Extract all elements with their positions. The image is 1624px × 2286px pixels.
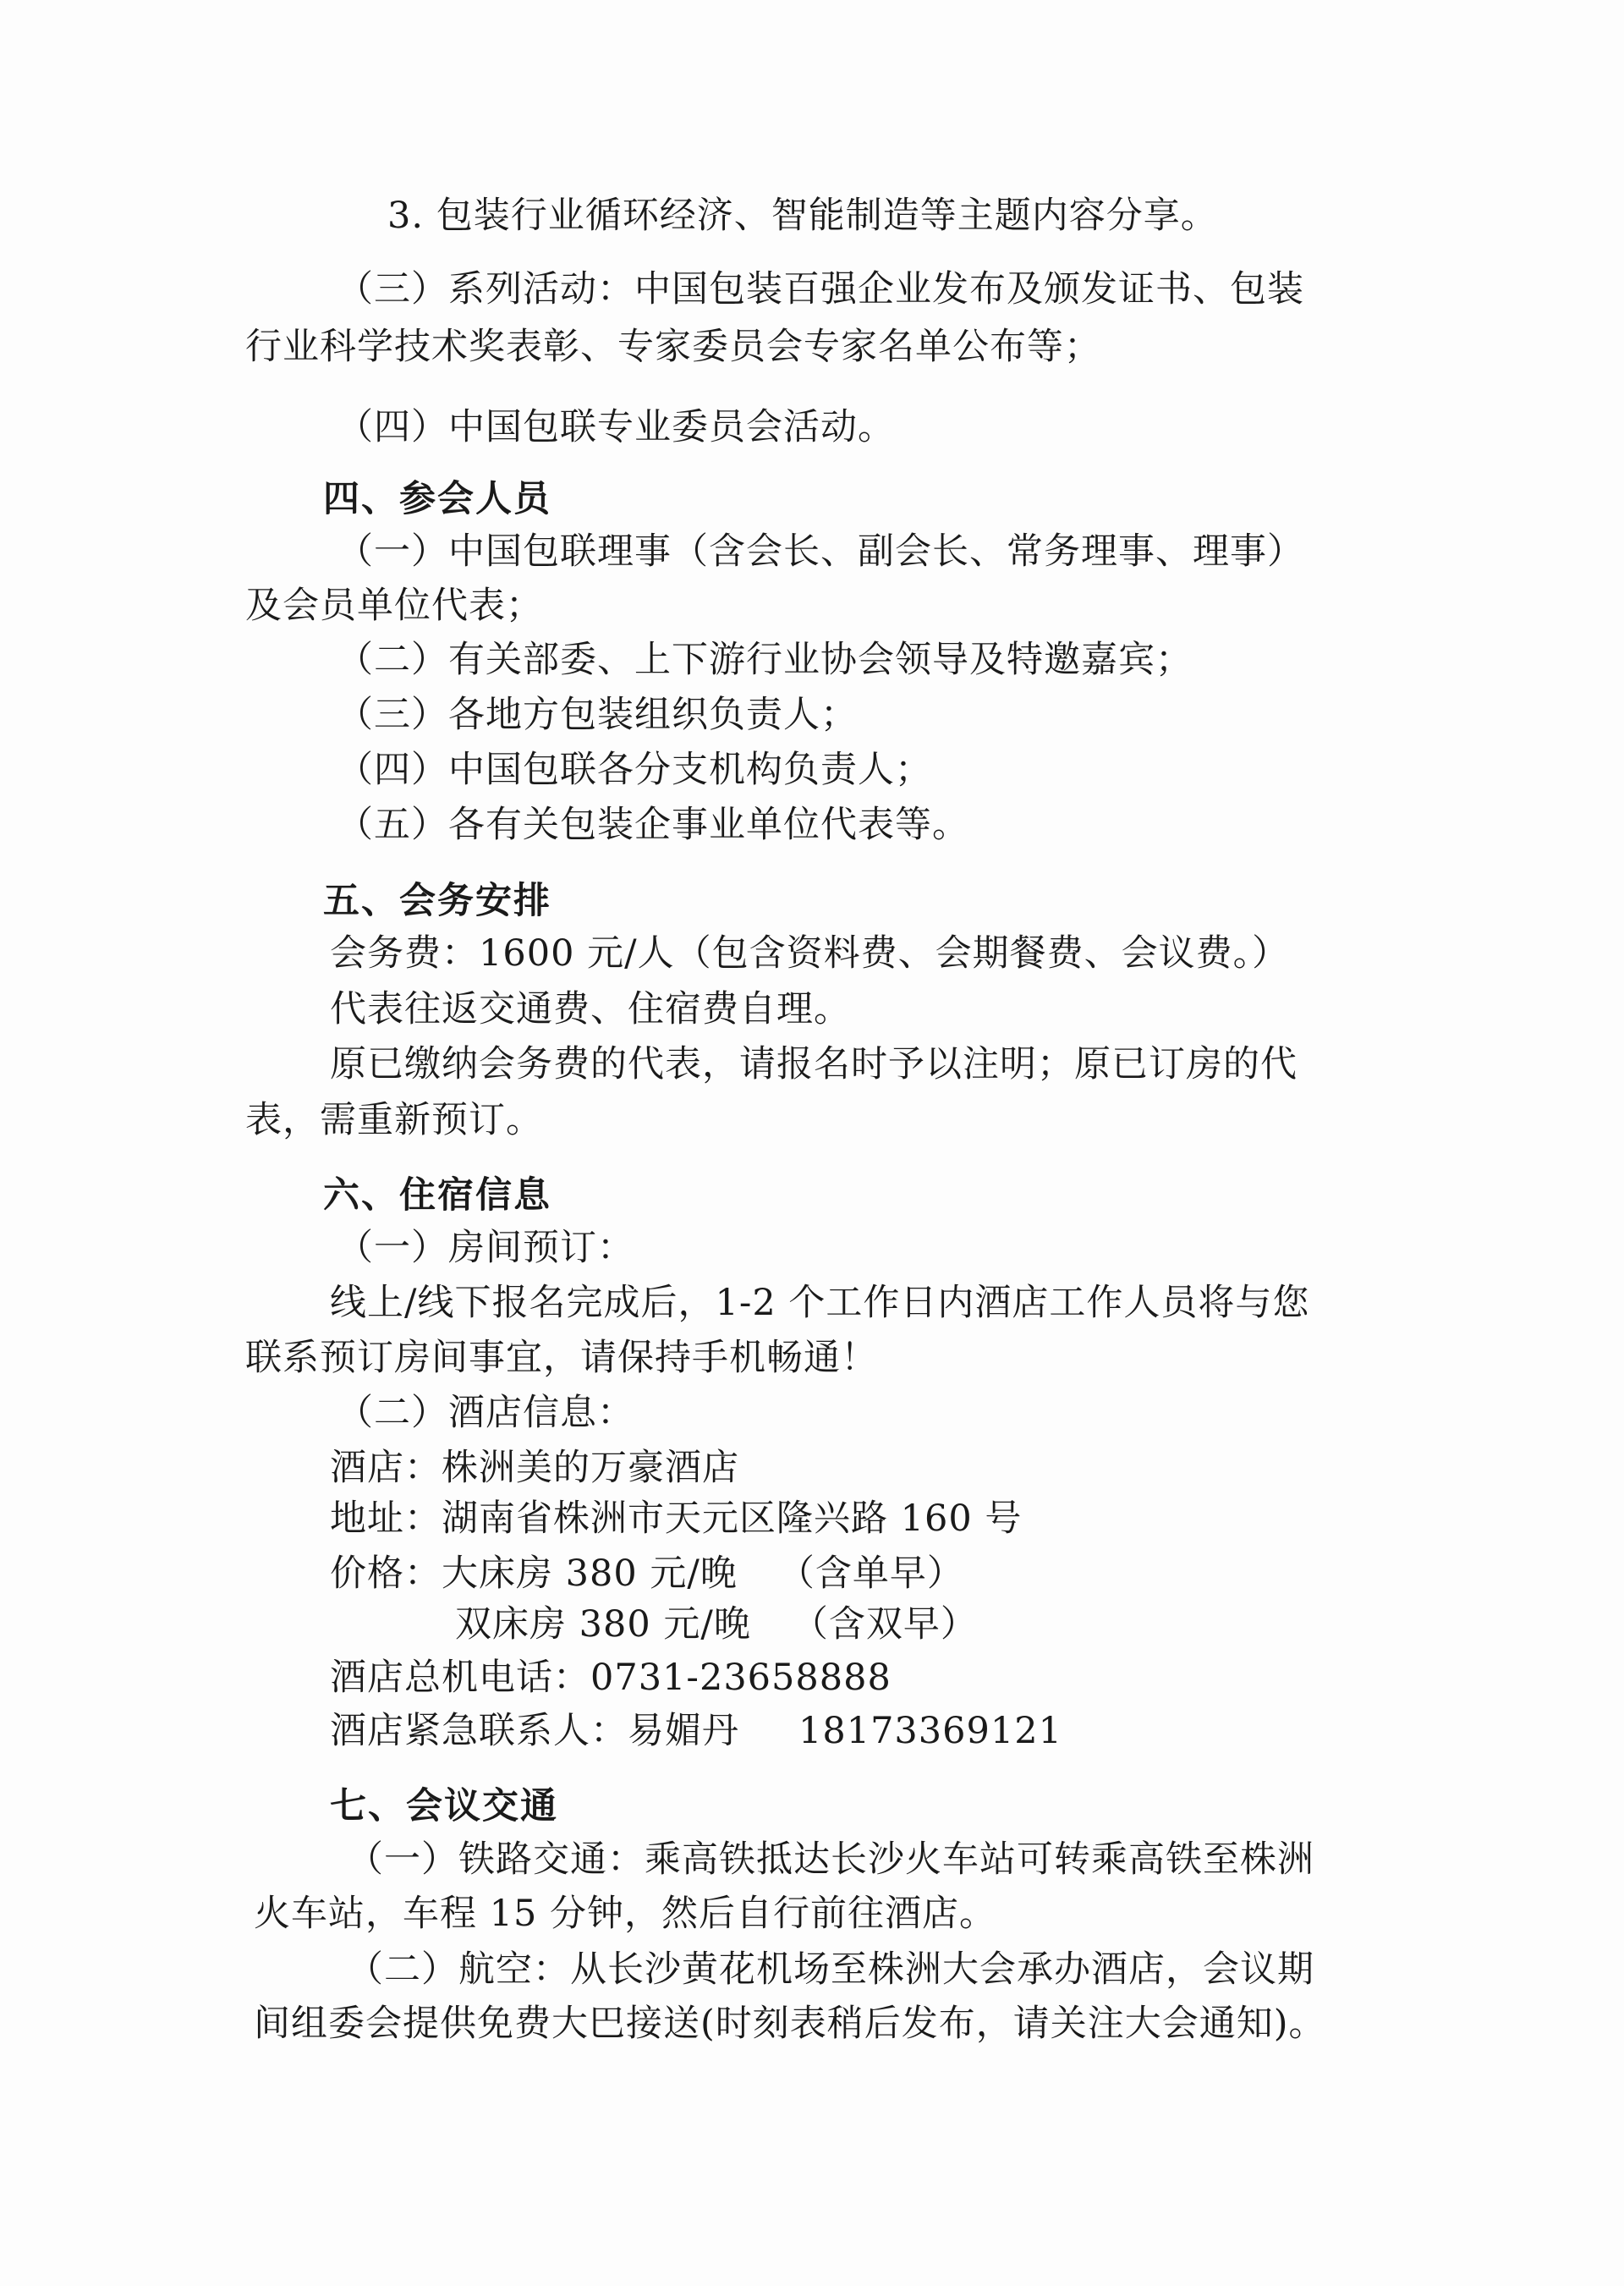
king-room-price: 大床房 380 元/晚 — [442, 1552, 738, 1595]
committee-activities: （四）中国包联专业委员会活动。 — [337, 406, 895, 448]
price-row-2 — [455, 1599, 978, 1650]
hotel-address: 地址：湖南省株洲市天元区隆兴路 160 号 — [330, 1497, 1023, 1540]
attendee-item-4: （四）中国包联各分支机构负责人； — [337, 749, 932, 791]
air-line-2: 间组委会提供免费大巴接送(时刻表稍后发布，请关注大会通知)。 — [254, 2003, 1326, 2045]
activities-line-1: （三）系列活动：中国包装百强企业发布及颁发证书、包装 — [337, 268, 1304, 310]
emergency-contact-phone: 18173369121 — [798, 1710, 1062, 1752]
attendee-item-2: （二）有关部委、上下游行业协会领导及特邀嘉宾； — [337, 639, 1193, 681]
hotel-phone: 酒店总机电话：0731-23658888 — [330, 1657, 892, 1699]
section-4-heading: 四、参会人员 — [323, 478, 551, 520]
travel-expenses: 代表往返交通费、住宿费自理。 — [330, 988, 851, 1030]
emergency-contact — [330, 1706, 1062, 1756]
twin-room-breakfast: （含双早） — [791, 1603, 978, 1646]
section-5-heading: 五、会务安排 — [323, 880, 551, 922]
booking-title: （一）房间预订： — [337, 1227, 634, 1269]
attendee-item-3: （三）各地方包装组织负责人； — [337, 694, 858, 736]
twin-room-price: 双床房 380 元/晚 — [455, 1603, 751, 1646]
topic-item-3: 3. 包装行业循环经济、智能制造等主题内容分享。 — [387, 195, 1218, 237]
emergency-contact-name: 酒店紧急联系人：易媚丹 — [330, 1710, 739, 1752]
prepaid-note-line-2: 表，需重新预订。 — [245, 1099, 543, 1141]
section-6-heading: 六、住宿信息 — [323, 1174, 551, 1217]
price-label: 价格： — [330, 1552, 442, 1595]
attendee-item-1-line-2: 及会员单位代表； — [245, 585, 543, 627]
section-7-heading: 七、会议交通 — [330, 1785, 558, 1827]
prepaid-note-line-1: 原已缴纳会务费的代表，请报名时予以注明；原已订房的代 — [330, 1043, 1298, 1085]
air-line-1: （二）航空：从长沙黄花机场至株洲大会承办酒店，会议期 — [347, 1948, 1314, 1991]
rail-line-2: 火车站，车程 15 分钟，然后自行前往酒店。 — [254, 1893, 997, 1935]
activities-line-2: 行业科学技术奖表彰、专家委员会专家名单公布等； — [245, 326, 1101, 368]
attendee-item-5: （五）各有关包装企事业单位代表等。 — [337, 804, 969, 846]
hotel-name: 酒店：株洲美的万豪酒店 — [330, 1447, 739, 1489]
conference-fee: 会务费：1600 元/人（包含资料费、会期餐费、会议费。） — [330, 932, 1290, 975]
booking-line-2: 联系预订房间事宜，请保持手机畅通！ — [245, 1337, 878, 1379]
booking-line-1: 线上/线下报名完成后，1-2 个工作日内酒店工作人员将与您 — [330, 1282, 1310, 1324]
hotel-info-title: （二）酒店信息： — [337, 1392, 634, 1434]
price-row-1 — [330, 1548, 964, 1599]
attendee-item-1-line-1: （一）中国包联理事（含会长、副会长、常务理事、理事） — [337, 530, 1304, 573]
rail-line-1: （一）铁路交通：乘高铁抵达长沙火车站可转乘高铁至株洲 — [347, 1838, 1314, 1881]
king-room-breakfast: （含单早） — [777, 1552, 964, 1595]
